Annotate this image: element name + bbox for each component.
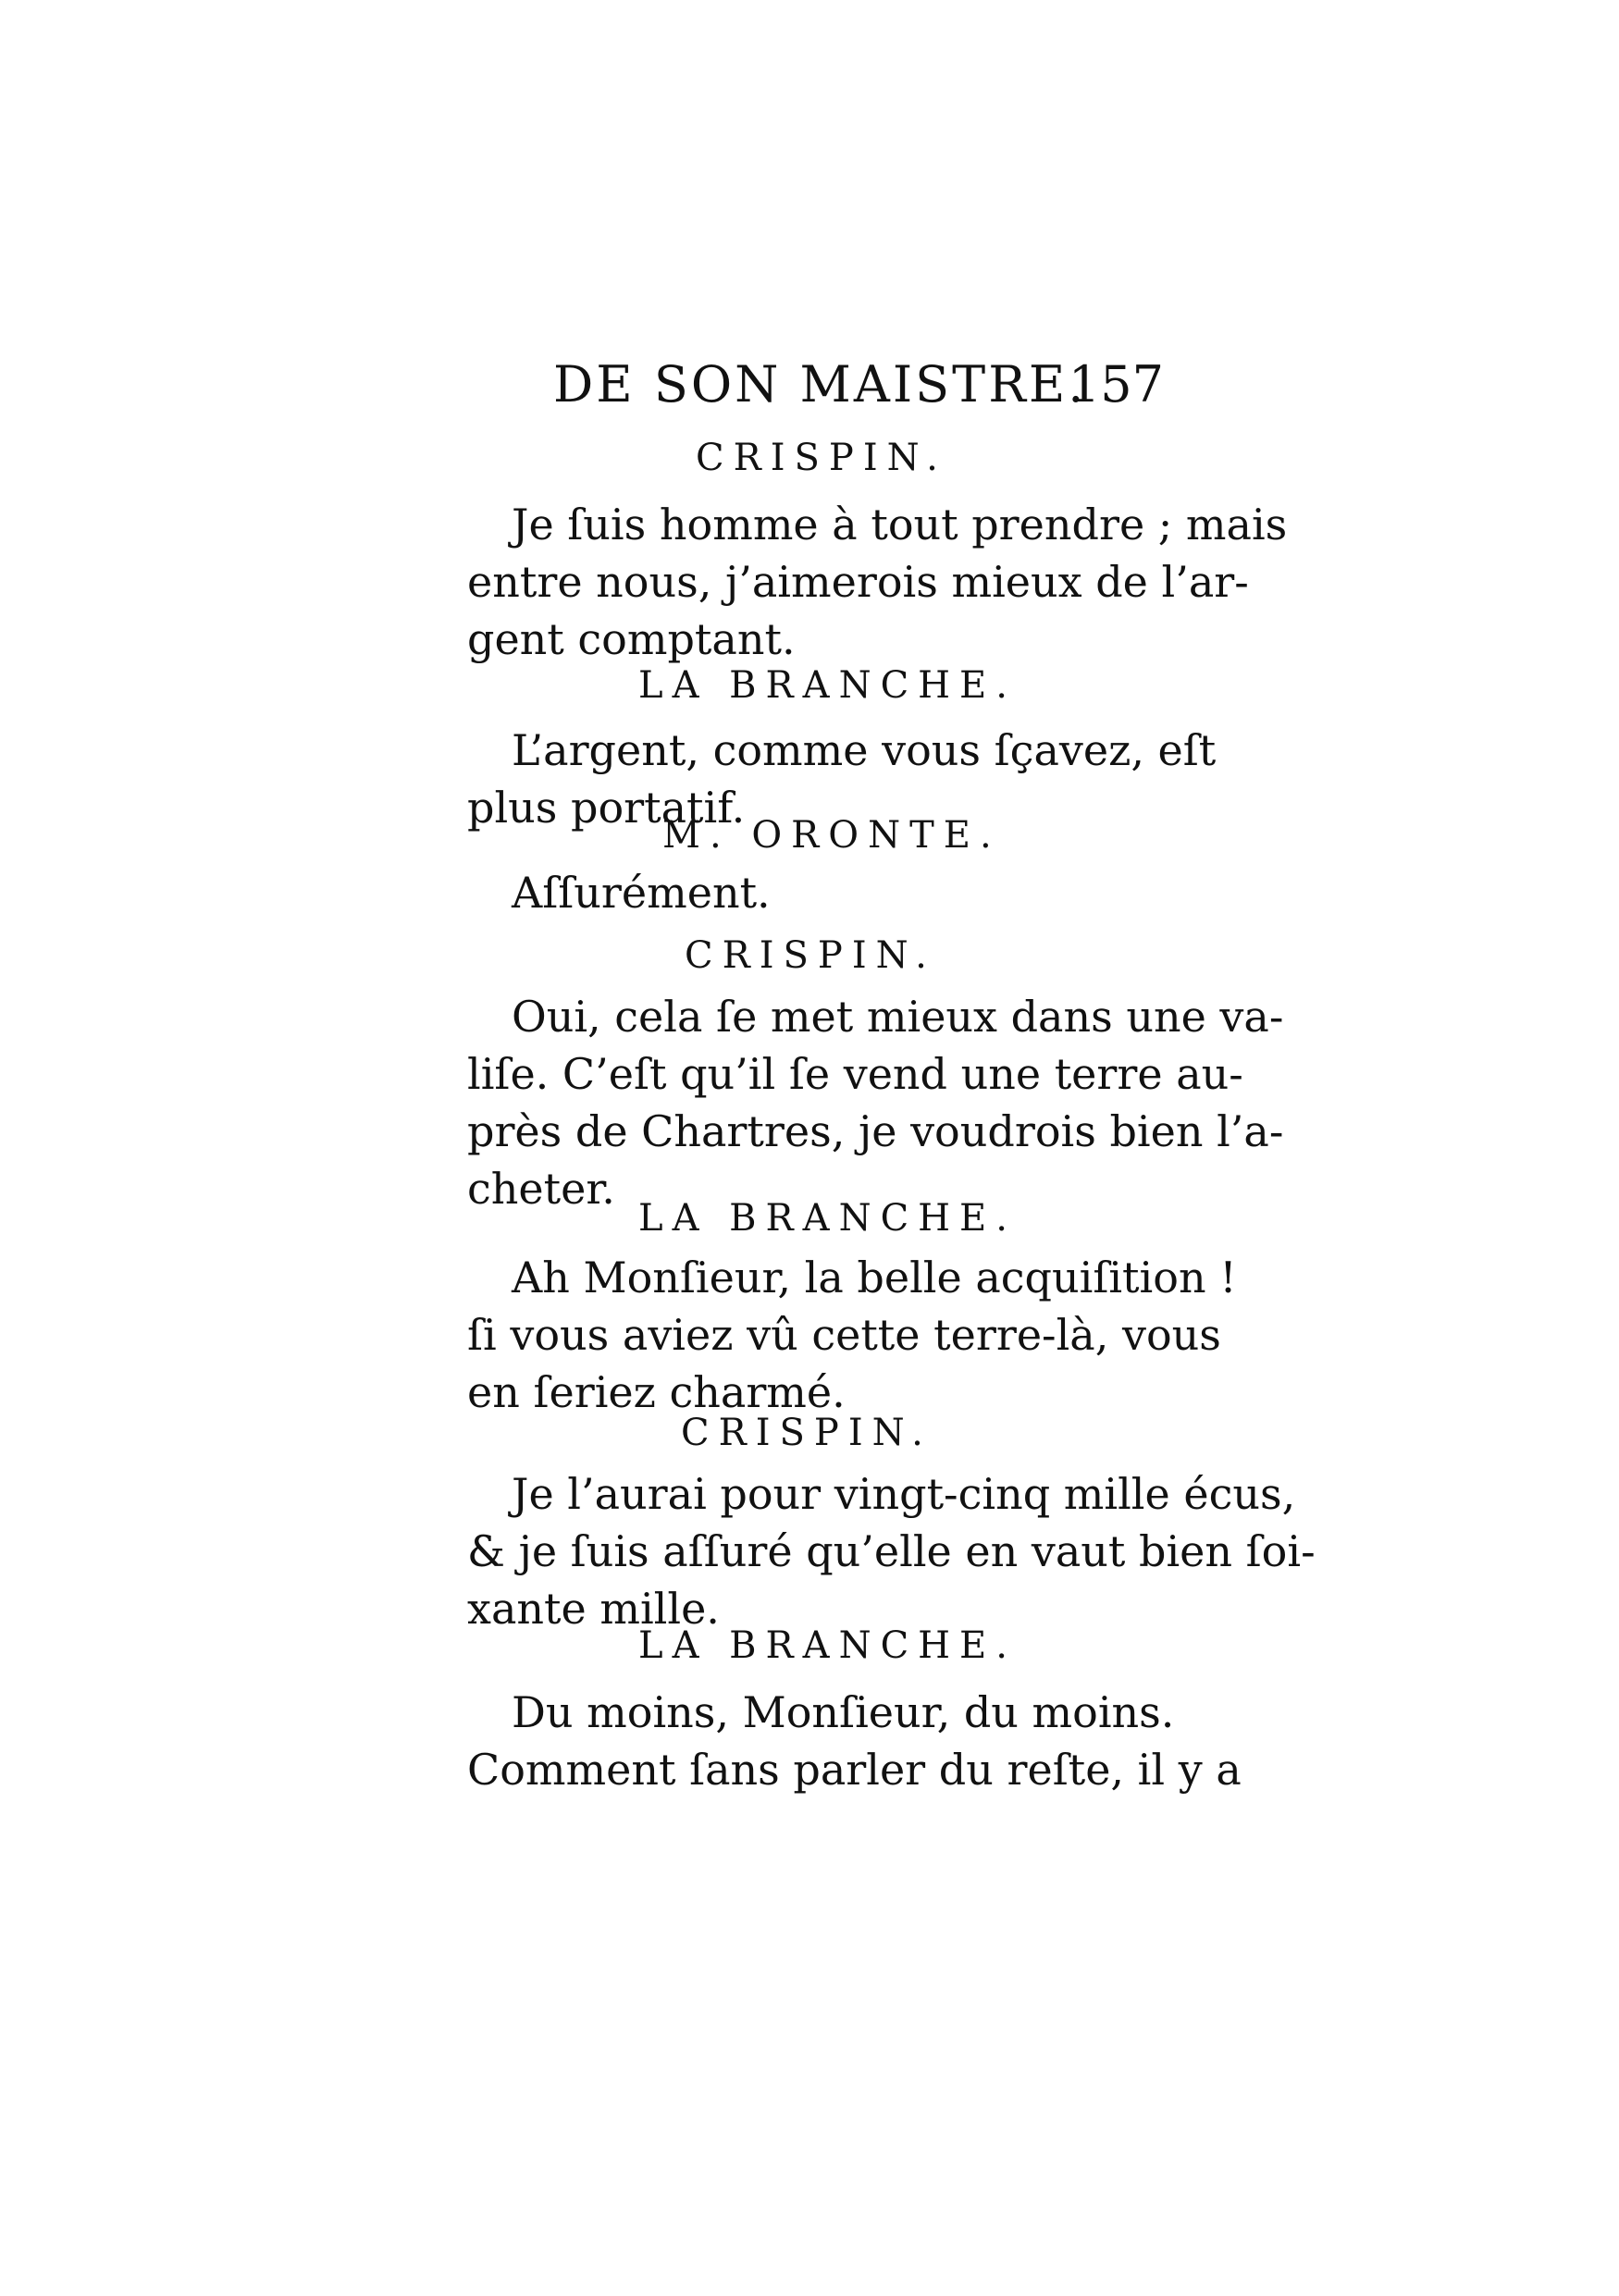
speaker-name: CRISPIN. xyxy=(681,1412,933,1454)
speech-line: Je ſuis homme à tout prendre ; mais xyxy=(512,500,1288,549)
running-head xyxy=(553,355,1164,429)
speech-line: ſi vous aviez vû cette terre-là, vous xyxy=(467,1310,1221,1360)
speaker-name: LA BRANCHE. xyxy=(638,664,1017,707)
speech-line: Oui, cela ſe met mieux dans une va- xyxy=(512,992,1284,1042)
speech-line: liſe. C’eſt qu’il ſe vend une terre au- xyxy=(467,1049,1243,1099)
speech xyxy=(467,496,1288,668)
speech-line: Ah Monſieur, la belle acquiſition ! xyxy=(512,1253,1237,1302)
speech xyxy=(467,864,1170,921)
speech-line: gent comptant. xyxy=(467,614,796,664)
speech-line: xante mille. xyxy=(467,1584,720,1634)
speech-line: Aſſurément. xyxy=(512,868,771,918)
speaker-name: CRISPIN. xyxy=(685,934,936,977)
speech xyxy=(467,1684,1242,1798)
speaker-name: LA BRANCHE. xyxy=(638,1624,1017,1667)
speech xyxy=(467,1465,1316,1637)
speech-line: en ſeriez charmé. xyxy=(467,1367,846,1417)
speech-line: cheter. xyxy=(467,1164,615,1214)
speech-line: entre nous, j’aimerois mieux de l’ar- xyxy=(467,557,1249,607)
speaker-name: M. ORONTE. xyxy=(662,814,1001,857)
speech xyxy=(467,988,1284,1217)
speaker-name: CRISPIN. xyxy=(696,437,947,479)
page-number: 157 xyxy=(1068,355,1164,414)
speech-line: Du moins, Monſieur, du moins. xyxy=(512,1687,1175,1737)
speech-line: près de Chartres, je voudrois bien l’a- xyxy=(467,1106,1284,1156)
speech-line: & je ſuis aſſuré qu’elle en vaut bien ſoi- xyxy=(467,1526,1316,1576)
speech-line: plus portatif. xyxy=(467,783,746,833)
speech-line: Je l’aurai pour vingt-cinq mille écus, xyxy=(512,1469,1296,1519)
speech xyxy=(467,1249,1237,1421)
speech-line: L’argent, comme vous ſçavez, eſt xyxy=(512,725,1217,775)
speaker-name: LA BRANCHE. xyxy=(638,1197,1017,1240)
running-title: DE SON MAISTRE. xyxy=(553,355,1087,414)
speech-line: Comment ſans parler du reſte, il y a xyxy=(467,1745,1242,1795)
